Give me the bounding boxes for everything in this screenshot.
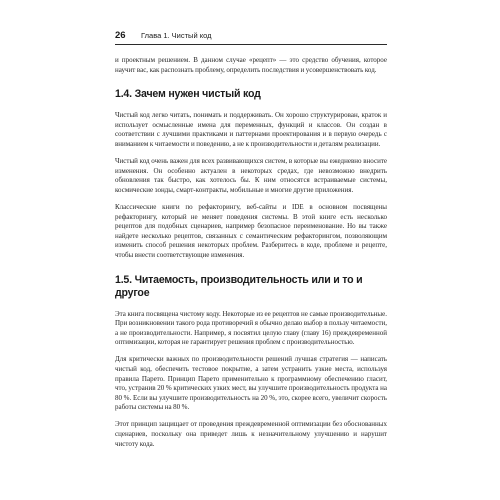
section-1-5-paragraph: Для критически важных по производительности решений лучшая стратегия — написать чистый код, обеспечить тестовое покрытие, а затем устранить узкие места, используя правила Парето. Принцип Парето применительно к программному обеспечению гласит, что, устранив 20 % критических узких мест, вы улучшите производительность продукта на 80 %. Если вы улучшите производительность на 20 %, это, скорее всего, увеличит скорость работы системы на 80 %. [115,355,387,412]
page-header [115,30,387,42]
section-1-5-paragraph: Эта книга посвящена чистому коду. Некоторые из ее рецептов не самые производительные. При возникновении такого рода противоречий я обычно делаю выбор в пользу читаемости, а не производительности. Например, я посвятил целую главу (главу 16) преждевременной оптимизации, которая не гарантирует решения проблем с производительностью. [115,309,387,347]
section-heading-1-5: 1.5. Читаемость, производительность или и то и другое [115,273,363,299]
section-1-5-paragraph: Этот принцип защищает от проведения преждевременной оптимизации без обоснованных сценариев, поскольку она приведет лишь к незначительному улучшению и нарушит чистоту кода. [115,420,387,448]
section-1-4-paragraph: Чистый код легко читать, понимать и поддерживать. Он хорошо структурирован, краток и использует осмысленные имена для переменных, функций и классов. Он создан в соответствии с лучшими практиками и паттернами проектирования и в первую очередь с вниманием к читаемости и поведению, а не к производительности и деталям реализации. [115,111,387,148]
intro-paragraph: и проектным решением. В данном случае «рецепт» — это средство обучения, которое научит вас, как распознать проблему, определить последствия и усовершенствовать код. [115,56,387,74]
section-heading-1-4: 1.4. Зачем нужен чистый код [115,88,261,101]
page-body [115,56,387,457]
running-head: Глава 1. Чистый код [141,31,212,40]
section-1-4-paragraph: Классические книги по рефакторингу, веб-сайты и IDE в основном посвящены рефакторингу, который не меняет поведения системы. В этой книге есть несколько рецептов для подобных сценариев, например безопасное переименование. Но вы также найдете несколько рецептов, связанных с семантическим рефакторингом, позволяющим изменить способ решения некоторых проблем. Разберитесь в коде, проблеме и рецепте, чтобы внести соответствующие изменения. [115,202,387,259]
section-1-4-paragraph: Чистый код очень важен для всех развивающихся систем, в которые вы ежедневно вносите изменения. Он особенно актуален в некоторых средах, где невозможно внедрить обновления так быстро, как хотелось бы. К ним относятся встраиваемые системы, космические зонды, смарт-контракты, мобильные и многие другие приложения. [115,157,387,194]
header-rule [115,44,387,45]
page-number: 26 [115,30,126,41]
